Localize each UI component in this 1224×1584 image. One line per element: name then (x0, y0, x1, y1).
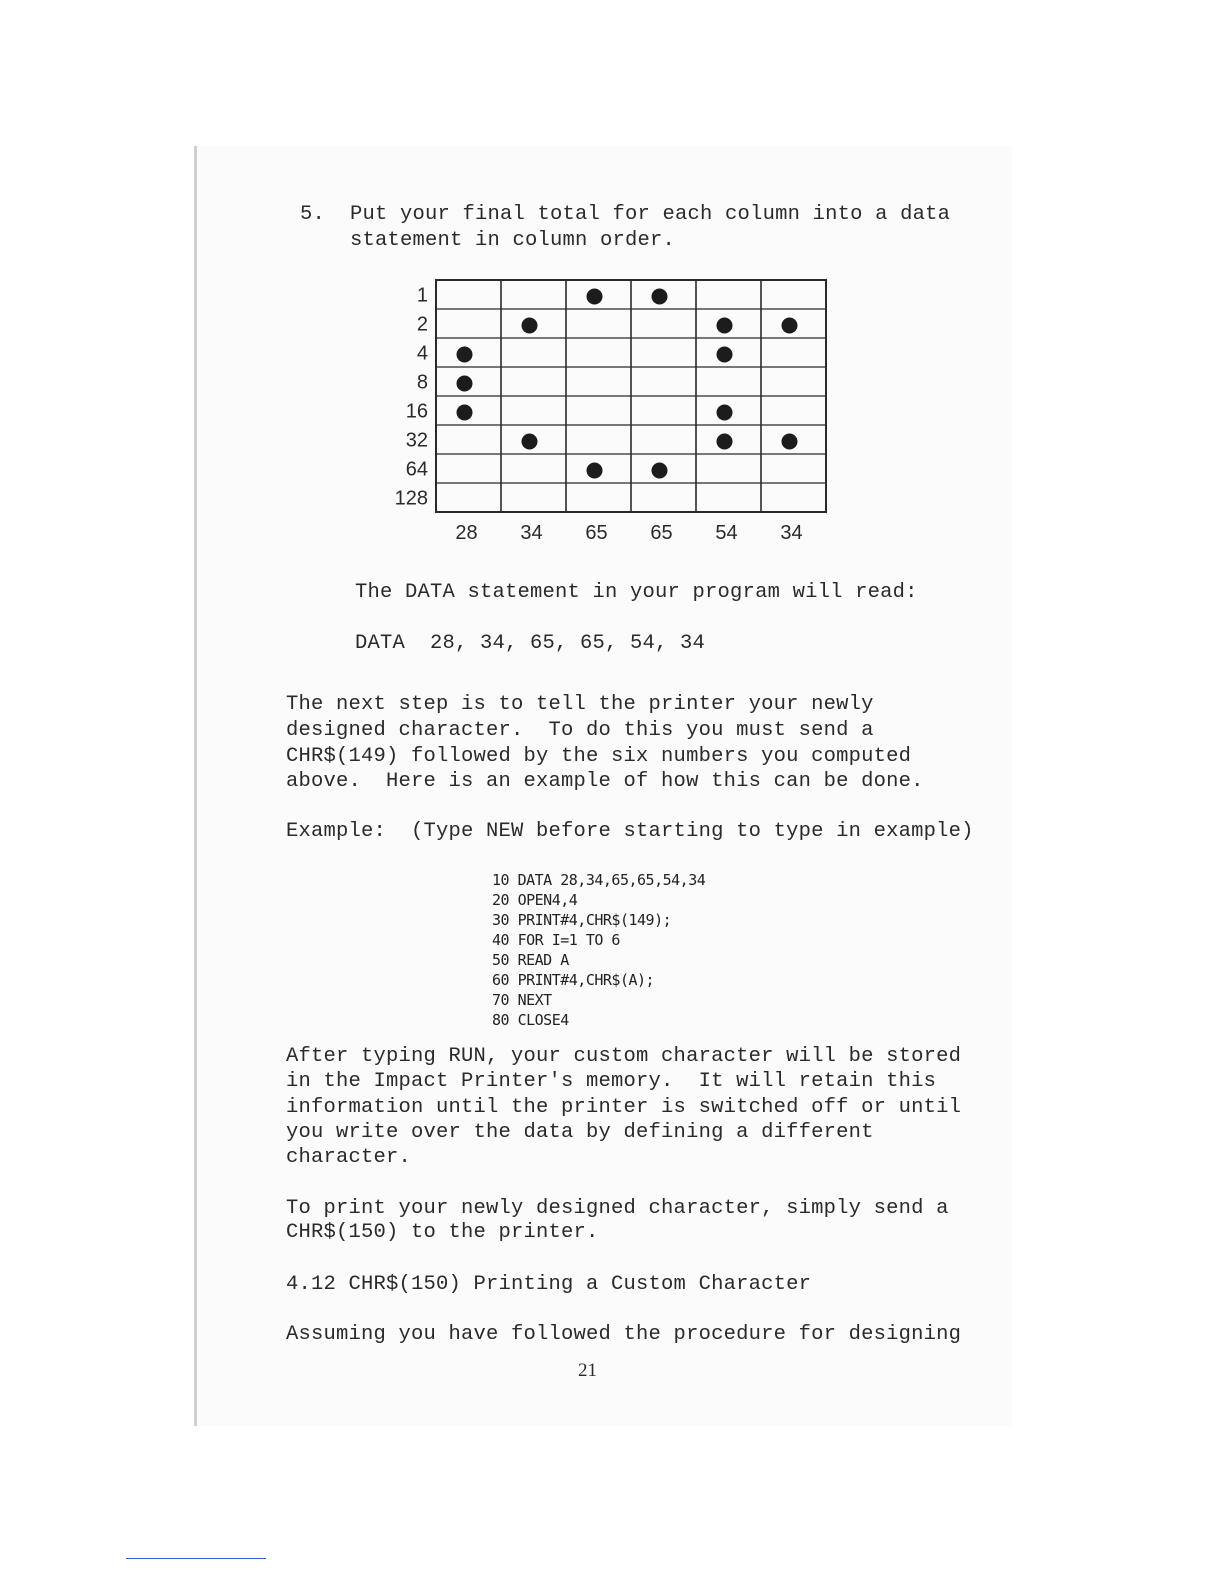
row-weight-label: 1 (416, 284, 428, 307)
column-total-label: 54 (715, 522, 738, 544)
dot-matrix-grid (380, 270, 850, 555)
matrix-dot (457, 405, 473, 421)
matrix-dot (652, 289, 668, 305)
matrix-dot (522, 434, 538, 450)
step-line-2: statement in column order. (350, 229, 676, 252)
matrix-dot (587, 463, 603, 479)
row-weight-label: 128 (394, 487, 428, 510)
matrix-dot (652, 463, 668, 479)
row-weight-label: 16 (405, 400, 428, 423)
para2-line-5: character. (286, 1146, 412, 1169)
para1-line-1: The next step is to tell the printer your newly (286, 693, 874, 716)
data-statement: DATA 28, 34, 65, 65, 54, 34 (355, 632, 706, 655)
code-listing (492, 870, 705, 1030)
code-line: 60 PRINT#4,CHR$(A); (492, 971, 655, 989)
para1-line-3: CHR$(149) followed by the six numbers you computed (286, 745, 912, 768)
matrix-dot (782, 318, 798, 334)
code-line: 70 NEXT (492, 991, 552, 1009)
code-line: 50 READ A (492, 951, 569, 969)
code-line: 10 DATA 28,34,65,65,54,34 (492, 871, 706, 889)
para3-line-2: CHR$(150) to the printer. (286, 1221, 599, 1244)
column-total-label: 34 (780, 522, 803, 544)
para2-line-4: you write over the data by defining a different (286, 1121, 874, 1144)
code-line: 40 FOR I=1 TO 6 (492, 931, 620, 949)
code-line: 80 CLOSE4 (492, 1011, 569, 1029)
step-number: 5. (300, 203, 326, 226)
row-weight-label: 2 (416, 313, 428, 336)
matrix-dot (717, 318, 733, 334)
para1-line-4: above. Here is an example of how this can be done. (286, 770, 924, 793)
column-total-label: 65 (585, 522, 608, 544)
matrix-dot (717, 434, 733, 450)
page-binding-edge (194, 146, 197, 1426)
section-heading: 4.12 CHR$(150) Printing a Custom Character (286, 1273, 812, 1296)
matrix-dot (587, 289, 603, 305)
matrix-dot (717, 405, 733, 421)
row-weight-label: 4 (416, 342, 428, 365)
para2-line-1: After typing RUN, your custom character will be stored (286, 1045, 962, 1068)
para2-line-3: information until the printer is switched off or until (286, 1096, 962, 1119)
page-number: 21 (578, 1360, 597, 1381)
row-weight-label: 64 (405, 458, 428, 481)
matrix-dot (457, 347, 473, 363)
example-label: Example: (Type NEW before starting to type in example) (286, 820, 974, 843)
matrix-dot (522, 318, 538, 334)
column-total-label: 34 (520, 522, 543, 544)
matrix-dot (717, 347, 733, 363)
matrix-dot (457, 376, 473, 392)
column-total-label: 65 (650, 522, 673, 544)
para4-line-1: Assuming you have followed the procedure for designing (286, 1323, 962, 1346)
para3-line-1: To print your newly designed character, simply send a (286, 1197, 949, 1220)
para2-line-2: in the Impact Printer's memory. It will retain this (286, 1070, 937, 1093)
matrix-dot (782, 434, 798, 450)
footer-divider (126, 1558, 266, 1559)
row-weight-label: 8 (416, 371, 428, 394)
code-line: 20 OPEN4,4 (492, 891, 578, 909)
para1-line-2: designed character. To do this you must send a (286, 719, 874, 742)
data-intro: The DATA statement in your program will read: (355, 581, 918, 604)
column-total-label: 28 (455, 522, 478, 544)
code-line: 30 PRINT#4,CHR$(149); (492, 911, 672, 929)
step-line-1: Put your final total for each column into a data (350, 203, 951, 226)
row-weight-label: 32 (405, 429, 428, 452)
